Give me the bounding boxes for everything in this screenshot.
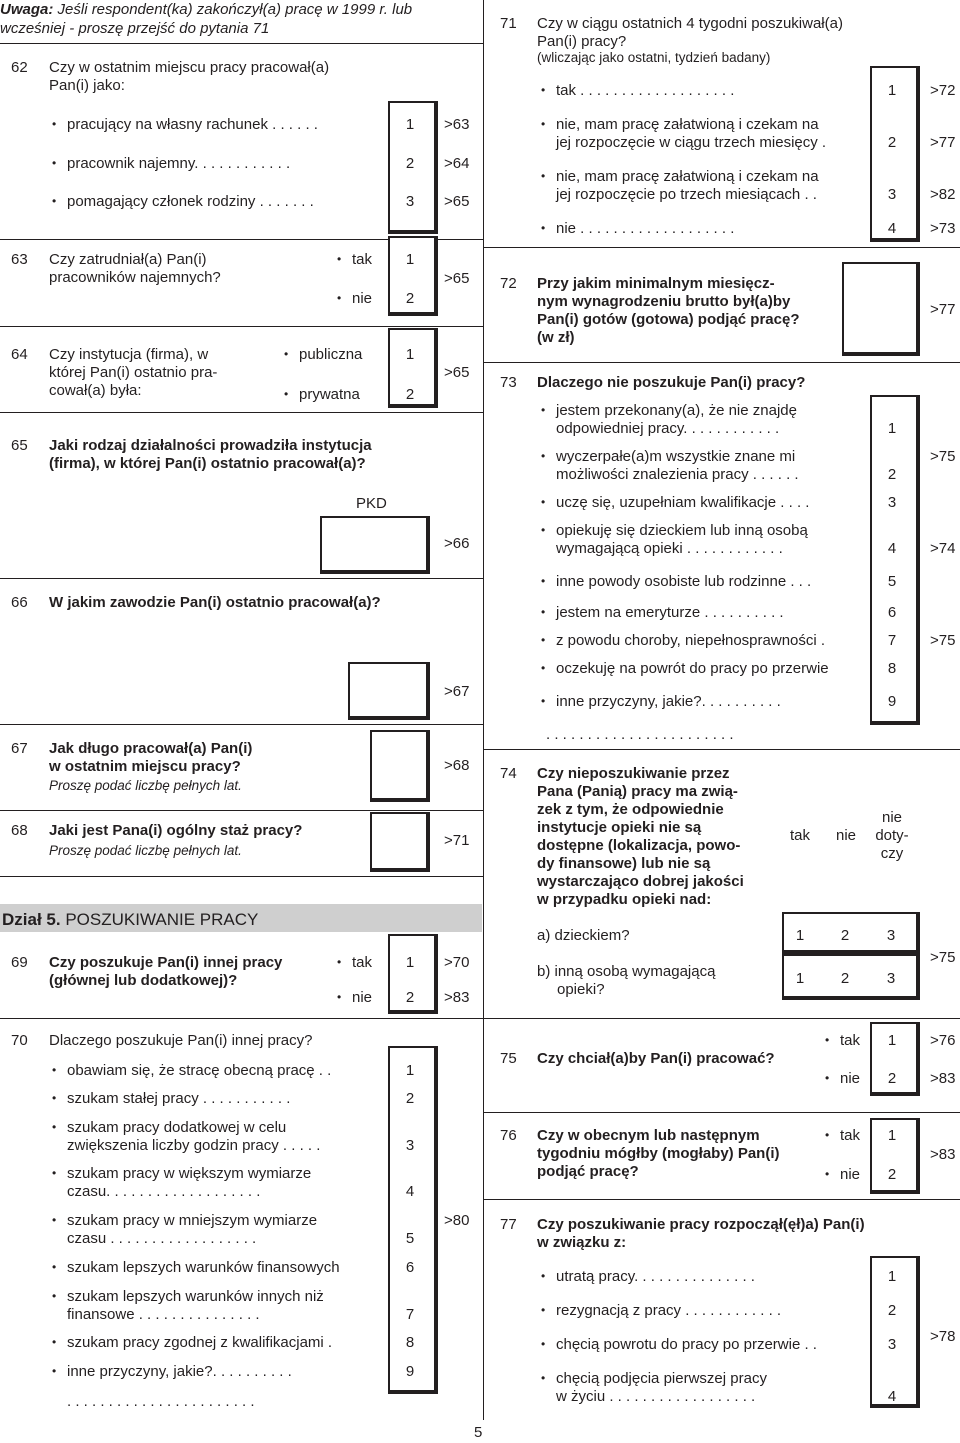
option-label: • szukam lepszych warunków finansowych xyxy=(67,1259,340,1276)
option-code: 7 xyxy=(887,632,897,649)
question-text: Jaki rodzaj działalności prowadziła instytucja xyxy=(49,437,372,454)
option-label: odpowiedniej pracy. . . . . . . . . . . . xyxy=(556,420,780,437)
skip-label: >65 xyxy=(444,364,470,381)
question-text: Czy w ciągu ostatnich 4 tygodni poszukiwał(a) xyxy=(537,15,843,32)
question-text: Jak długo pracował(a) Pan(i) xyxy=(49,740,253,757)
question-number: 64 xyxy=(11,346,28,363)
skip-label: >76 xyxy=(930,1032,956,1049)
option-label: • szukam pracy w większym wymiarze xyxy=(67,1165,311,1182)
question-text: zek z tym, że odpowiednie xyxy=(537,801,724,818)
skip-label: >77 xyxy=(930,134,956,151)
option-code: 4 xyxy=(405,1183,415,1200)
option-code: 1 xyxy=(887,1032,897,1049)
option-code: 5 xyxy=(887,573,897,590)
column-header: nie xyxy=(836,827,857,844)
option-code: 5 xyxy=(405,1230,415,1247)
note-line-2: wcześniej - proszę przejść do pytania 71 xyxy=(0,20,270,37)
option-label: • tak . . . . . . . . . . . . . . . . . . . xyxy=(556,82,734,99)
question-number: 76 xyxy=(500,1127,517,1144)
row-label: opieki? xyxy=(557,981,605,998)
option-label: • szukam stałej pracy . . . . . . . . . . . xyxy=(67,1090,290,1107)
question-text: Pan(i) pracy? xyxy=(537,33,627,50)
question-text: Jaki jest Pana(i) ogólny staż pracy? xyxy=(49,822,303,839)
option-label: • nie xyxy=(840,1070,860,1087)
skip-label: >66 xyxy=(444,535,470,552)
question-text: Czy zatrudniał(a) Pan(i) xyxy=(49,251,207,268)
option-code: 1 xyxy=(887,82,897,99)
question-text: pracowników najemnych? xyxy=(49,269,221,286)
skip-label: >82 xyxy=(930,186,956,203)
option-label: jej rozpoczęcie w ciągu trzech miesięcy . xyxy=(556,134,827,151)
option-label: • szukam lepszych warunków innych niż xyxy=(67,1288,324,1305)
option-label: w życiu . . . . . . . . . . . . . . . . . . xyxy=(556,1388,756,1405)
option-code: 3 xyxy=(887,186,897,203)
divider xyxy=(483,1018,960,1019)
write-in-line[interactable]: . . . . . . . . . . . . . . . . . . . . . . . xyxy=(546,726,734,743)
box-label: PKD xyxy=(356,495,387,512)
option-label: wymagającą opieki . . . . . . . . . . . . xyxy=(556,540,783,557)
question-text: w związku z: xyxy=(537,1234,627,1251)
option-code: 3 xyxy=(405,193,415,210)
option-label: • jestem przekonany(a), że nie znajdę xyxy=(556,402,797,419)
option-code: 3 xyxy=(886,927,896,944)
question-text: instytucje opieki nie są xyxy=(537,819,702,836)
option-label: • szukam pracy dodatkowej w celu xyxy=(67,1119,286,1136)
option-label: • opiekuję się dzieckiem lub inną osobą xyxy=(556,522,808,539)
option-label: • publiczna xyxy=(299,346,362,363)
skip-label: >74 xyxy=(930,540,956,557)
page-number: 5 xyxy=(474,1424,483,1441)
option-code: 6 xyxy=(887,604,897,621)
divider xyxy=(0,810,483,811)
hint: Proszę podać liczbę pełnych lat. xyxy=(49,843,242,858)
skip-label: >63 xyxy=(444,116,470,133)
question-text: Czy chciał(a)by Pan(i) pracować? xyxy=(537,1050,775,1067)
divider xyxy=(0,326,483,327)
divider xyxy=(0,724,483,725)
option-label: • nie xyxy=(352,290,372,307)
row-label: a) dzieckiem? xyxy=(537,927,630,944)
row-label: b) inną osobą wymagającą xyxy=(537,963,716,980)
question-number: 71 xyxy=(500,15,517,32)
skip-label: >68 xyxy=(444,757,470,774)
column-header: doty- xyxy=(875,827,909,844)
question-text: Pan(i) jako: xyxy=(49,77,125,94)
option-label: • obawiam się, że stracę obecną pracę . . xyxy=(67,1062,331,1079)
divider xyxy=(0,412,483,413)
option-code: 6 xyxy=(405,1259,415,1276)
option-code: 4 xyxy=(887,220,897,237)
option-code: 2 xyxy=(840,970,850,987)
question-text: Pana (Panią) pracy ma zwią- xyxy=(537,783,738,800)
option-label: • tak xyxy=(352,954,372,971)
divider xyxy=(483,1199,960,1200)
option-code: 1 xyxy=(405,251,415,268)
skip-label: >73 xyxy=(930,220,956,237)
question-number: 65 xyxy=(11,437,28,454)
skip-label: >83 xyxy=(930,1146,956,1163)
option-label: • tak xyxy=(352,251,372,268)
option-label: • nie xyxy=(352,989,372,1006)
skip-label: >64 xyxy=(444,155,470,172)
skip-label: >80 xyxy=(444,1212,470,1229)
question-text: w ostatnim miejscu pracy? xyxy=(49,758,241,775)
option-label: zwiększenia liczby godzin pracy . . . . . xyxy=(67,1137,321,1154)
question-text: W jakim zawodzie Pan(i) ostatnio pracował(a)? xyxy=(49,594,381,611)
option-label: • pracujący na własny rachunek . . . . . . xyxy=(67,116,318,133)
answer-box[interactable] xyxy=(370,812,430,872)
option-code: 1 xyxy=(405,116,415,133)
option-label: • chęcią podjęcia pierwszej pracy xyxy=(556,1370,767,1387)
option-code: 1 xyxy=(887,1127,897,1144)
question-text: Czy w ostatnim miejscu pracy pracował(a) xyxy=(49,59,330,76)
question-number: 74 xyxy=(500,765,517,782)
option-code: 1 xyxy=(887,420,897,437)
option-code: 3 xyxy=(886,970,896,987)
option-label: • inne powody osobiste lub rodzinne . . . xyxy=(556,573,811,590)
note: Uwaga: Jeśli respondent(ka) zakończył(a) pracę w 1999 r. lub xyxy=(0,1,413,18)
skip-label: >65 xyxy=(444,193,470,210)
question-number: 73 xyxy=(500,374,517,391)
question-text: Czy poszukuje Pan(i) innej pracy xyxy=(49,954,283,971)
option-label: • chęcią powrotu do pracy po przerwie . . xyxy=(556,1336,817,1353)
write-in-line[interactable]: . . . . . . . . . . . . . . . . . . . . . . . xyxy=(67,1393,255,1410)
question-text: podjąć pracę? xyxy=(537,1163,639,1180)
question-text: nym wynagrodzeniu brutto był(a)by xyxy=(537,293,791,310)
skip-label: >75 xyxy=(930,949,956,966)
occupation-code-box[interactable] xyxy=(348,662,430,720)
option-label: czasu . . . . . . . . . . . . . . . . . . xyxy=(67,1230,257,1247)
question-number: 68 xyxy=(11,822,28,839)
question-text: Czy nieposzukiwanie przez xyxy=(537,765,730,782)
option-label: • pomagający członek rodziny . . . . . . . xyxy=(67,193,314,210)
question-text: dy finansowe) lub nie są xyxy=(537,855,711,872)
option-label: jej rozpoczęcie po trzech miesiącach . . xyxy=(556,186,817,203)
pkd-code-box[interactable] xyxy=(320,516,430,574)
question-text: (w zł) xyxy=(537,329,575,346)
question-number: 70 xyxy=(11,1032,28,1049)
skip-label: >70 xyxy=(444,954,470,971)
option-label: • rezygnacją z pracy . . . . . . . . . . . . xyxy=(556,1302,781,1319)
option-code: 3 xyxy=(887,494,897,511)
divider xyxy=(483,247,960,248)
option-code: 8 xyxy=(405,1334,415,1351)
skip-label: >75 xyxy=(930,448,956,465)
option-code: 1 xyxy=(405,954,415,971)
option-code: 3 xyxy=(887,1336,897,1353)
option-code: 2 xyxy=(887,466,897,483)
question-number: 72 xyxy=(500,275,517,292)
divider xyxy=(483,749,960,750)
option-label: • inne przyczyny, jakie?. . . . . . . . . . xyxy=(67,1363,292,1380)
option-label: • szukam pracy w mniejszym wymiarze xyxy=(67,1212,317,1229)
divider xyxy=(483,1112,960,1113)
option-label: • nie xyxy=(840,1166,860,1183)
option-label: • tak xyxy=(840,1127,860,1144)
option-code: 1 xyxy=(405,1062,415,1079)
option-label: • nie, mam pracę załatwioną i czekam na xyxy=(556,168,819,185)
skip-label: >83 xyxy=(930,1070,956,1087)
divider xyxy=(0,43,483,44)
question-text: Przy jakim minimalnym miesięcz- xyxy=(537,275,775,292)
option-label: czasu. . . . . . . . . . . . . . . . . . . xyxy=(67,1183,261,1200)
question-text: Czy instytucja (firma), w xyxy=(49,346,209,363)
option-code: 2 xyxy=(887,1070,897,1087)
option-code: 2 xyxy=(405,290,415,307)
question-text: Czy w obecnym lub następnym xyxy=(537,1127,760,1144)
option-label: • prywatna xyxy=(299,386,360,403)
divider xyxy=(483,362,960,363)
option-label: • uczę się, uzupełniam kwalifikacje . . . . xyxy=(556,494,809,511)
option-code: 2 xyxy=(887,134,897,151)
option-code: 4 xyxy=(887,540,897,557)
option-label: • nie . . . . . . . . . . . . . . . . . . . xyxy=(556,220,734,237)
hint: Proszę podać liczbę pełnych lat. xyxy=(49,778,242,793)
skip-label: >78 xyxy=(930,1328,956,1345)
question-number: 66 xyxy=(11,594,28,611)
column-header: tak xyxy=(790,827,811,844)
option-label: • szukam pracy zgodnej z kwalifikacjami . xyxy=(67,1334,332,1351)
option-code: 7 xyxy=(405,1306,415,1323)
divider xyxy=(0,578,483,579)
option-label: możliwości znalezienia pracy . . . . . . xyxy=(556,466,799,483)
option-code: 4 xyxy=(887,1388,897,1405)
question-text: (firma), w której Pan(i) ostatnio pracował(a)? xyxy=(49,455,366,472)
option-code: 3 xyxy=(405,1137,415,1154)
section-title: Dział 5. POSZUKIWANIE PRACY xyxy=(2,910,259,929)
question-text: której Pan(i) ostatnio pra- xyxy=(49,364,218,381)
option-label: • jestem na emeryturze . . . . . . . . . . xyxy=(556,604,784,621)
option-code: 1 xyxy=(795,927,805,944)
question-number: 69 xyxy=(11,954,28,971)
skip-label: >77 xyxy=(930,301,956,318)
skip-label: >72 xyxy=(930,82,956,99)
option-code: 9 xyxy=(405,1363,415,1380)
question-text: Dlaczego poszukuje Pan(i) innej pracy? xyxy=(49,1032,313,1049)
option-code: 2 xyxy=(887,1302,897,1319)
option-code: 1 xyxy=(405,346,415,363)
question-text: (głównej lub dodatkowej)? xyxy=(49,972,238,989)
question-text: Pan(i) gotów (gotowa) podjąć pracę? xyxy=(537,311,800,328)
question-text: tygodniu mógłby (mogłaby) Pan(i) xyxy=(537,1145,780,1162)
option-code: 8 xyxy=(887,660,897,677)
option-label: • utratą pracy. . . . . . . . . . . . . . . xyxy=(556,1268,755,1285)
question-number: 75 xyxy=(500,1050,517,1067)
salary-box[interactable] xyxy=(842,262,920,356)
column-header: nie xyxy=(881,809,903,826)
skip-label: >75 xyxy=(930,632,956,649)
option-code: 2 xyxy=(405,1090,415,1107)
skip-label: >67 xyxy=(444,683,470,700)
question-text: Dlaczego nie poszukuje Pan(i) pracy? xyxy=(537,374,806,391)
column-divider xyxy=(483,0,484,1420)
question-text: w przypadku opieki nad: xyxy=(537,891,712,908)
skip-label: >65 xyxy=(444,270,470,287)
option-code: 1 xyxy=(795,970,805,987)
option-code: 1 xyxy=(887,1268,897,1285)
option-label: • inne przyczyny, jakie?. . . . . . . . . . xyxy=(556,693,781,710)
divider xyxy=(0,1018,483,1019)
option-label: finansowe . . . . . . . . . . . . . . . xyxy=(67,1306,260,1323)
question-text: dostępne (lokalizacja, powo- xyxy=(537,837,741,854)
question-number: 67 xyxy=(11,740,28,757)
option-label: • oczekuję na powrót do pracy po przerwie xyxy=(556,660,829,677)
option-code: 2 xyxy=(405,155,415,172)
skip-label: >83 xyxy=(444,989,470,1006)
option-label: • pracownik najemny. . . . . . . . . . . . xyxy=(67,155,290,172)
option-label: • z powodu choroby, niepełnosprawności . xyxy=(556,632,825,649)
option-label: • tak xyxy=(840,1032,860,1049)
question-number: 63 xyxy=(11,251,28,268)
option-code: 2 xyxy=(887,1166,897,1183)
hint: (wliczając jako ostatni, tydzień badany) xyxy=(537,50,771,65)
question-text: cował(a) była: xyxy=(49,382,142,399)
option-code: 2 xyxy=(405,989,415,1006)
option-code: 9 xyxy=(887,693,897,710)
option-label: • wyczerpałe(a)m wszystkie znane mi xyxy=(556,448,795,465)
divider xyxy=(0,876,483,877)
question-number: 62 xyxy=(11,59,28,76)
question-number: 77 xyxy=(500,1216,517,1233)
column-header: czy xyxy=(880,845,904,862)
skip-label: >71 xyxy=(444,832,470,849)
option-code: 2 xyxy=(405,386,415,403)
option-label: • nie, mam pracę załatwioną i czekam na xyxy=(556,116,819,133)
option-code: 2 xyxy=(840,927,850,944)
question-text: Czy poszukiwanie pracy rozpoczął(ęł)a) Pan(i) xyxy=(537,1216,865,1233)
question-text: wystarczająco dobrej jakości xyxy=(537,873,744,890)
answer-box[interactable] xyxy=(370,730,430,802)
